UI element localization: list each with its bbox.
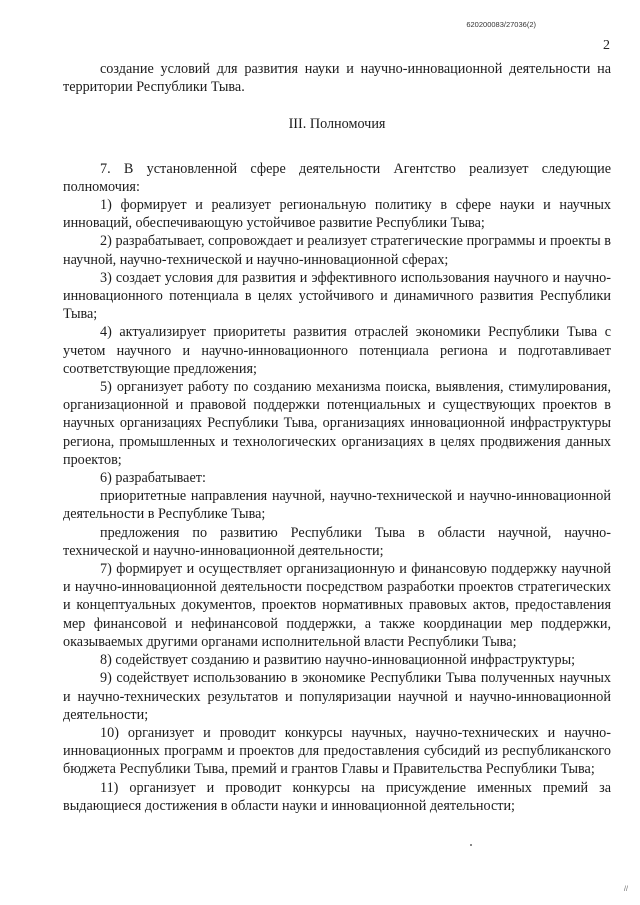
paragraph-item-7: 7) формирует и осуществляет организационную и финансовую поддержку научной и научно-инновационной деятельности посредством разработки проектов стратегических и концептуальных документов, проектов нормативных правовых актов, предоставления мер финансовой и нефинансовой поддержки, а также координации мер поддержки, оказываемых другими органами исполнительной власти Республики Тыва;: [63, 561, 611, 650]
paragraph-item-6-a: приоритетные направления научной, научно-технической и научно-инновационной деятельности в Республике Тыва;: [63, 488, 611, 523]
scan-speck: [470, 844, 472, 846]
paragraph-item-2: 2) разрабатывает, сопровождает и реализует стратегические программы и проекты в научной, научно-технической и научно-инновационной сферах;: [63, 233, 611, 268]
spacer: [63, 152, 611, 160]
paragraph-7: 7. В установленной сфере деятельности Агентство реализует следующие полномочия:: [63, 160, 611, 195]
paragraph-item-11: 11) организует и проводит конкурсы на присуждение именных премий за выдающиеся достижения в области науки и инновационной деятельности;: [63, 779, 611, 814]
paragraph-item-9: 9) содействует использованию в экономике Республики Тыва полученных научных и научно-технических результатов и популяризации научной и научно-инновационной деятельности;: [63, 670, 611, 723]
section-title: III. Полномочия: [288, 116, 386, 133]
paragraph-item-8: 8) содействует созданию и развитию научно-инновационной инфраструктуры;: [100, 652, 576, 669]
document-body: [63, 60, 611, 815]
paragraph-item-10: 10) организует и проводит конкурсы научных, научно-технических и научно-инновационных программ и проектов для предоставления субсидий из республиканского бюджета Республики Тыва, премий и грантов Главы и Правительства Республики Тыва;: [63, 724, 611, 778]
document-id: 620200083/27036(2): [466, 20, 536, 29]
paragraph-item-6: 6) разрабатывает:: [100, 470, 206, 487]
paragraph-item-4: 4) актуализирует приоритеты развития отраслей экономики Республики Тыва с учетом научного и научно-инновационного потенциала региона и подготавливает соответствующие предложения;: [63, 324, 611, 377]
intro-continuation: создание условий для развития науки и научно-инновационной деятельности на территории Республики Тыва.: [63, 61, 611, 96]
paragraph-item-5: 5) организует работу по созданию механизма поиска, выявления, стимулирования, организационной и правовой поддержки потенциальных и существующих проектов в научных организациях Республики Тыва, организациях инновационной инфраструктуры региона, промышленных и технологических организациях в целях продвижения данных проектов;: [63, 379, 611, 468]
paragraph-item-1: 1) формирует и реализует региональную политику в сфере науки и научных инноваций, обеспечивающую устойчивое развитие Республики Тыва;: [63, 197, 611, 232]
corner-mark: //: [624, 886, 628, 893]
page-number: 2: [603, 38, 610, 53]
paragraph-item-6-b: предложения по развитию Республики Тыва в области научной, научно-технической и научно-инновационной деятельности;: [63, 524, 611, 559]
paragraph-item-3: 3) создает условия для развития и эффективного использования научного и научно-инновационного потенциала в целях устойчивого и динамичного развития Республики Тыва;: [63, 269, 611, 323]
